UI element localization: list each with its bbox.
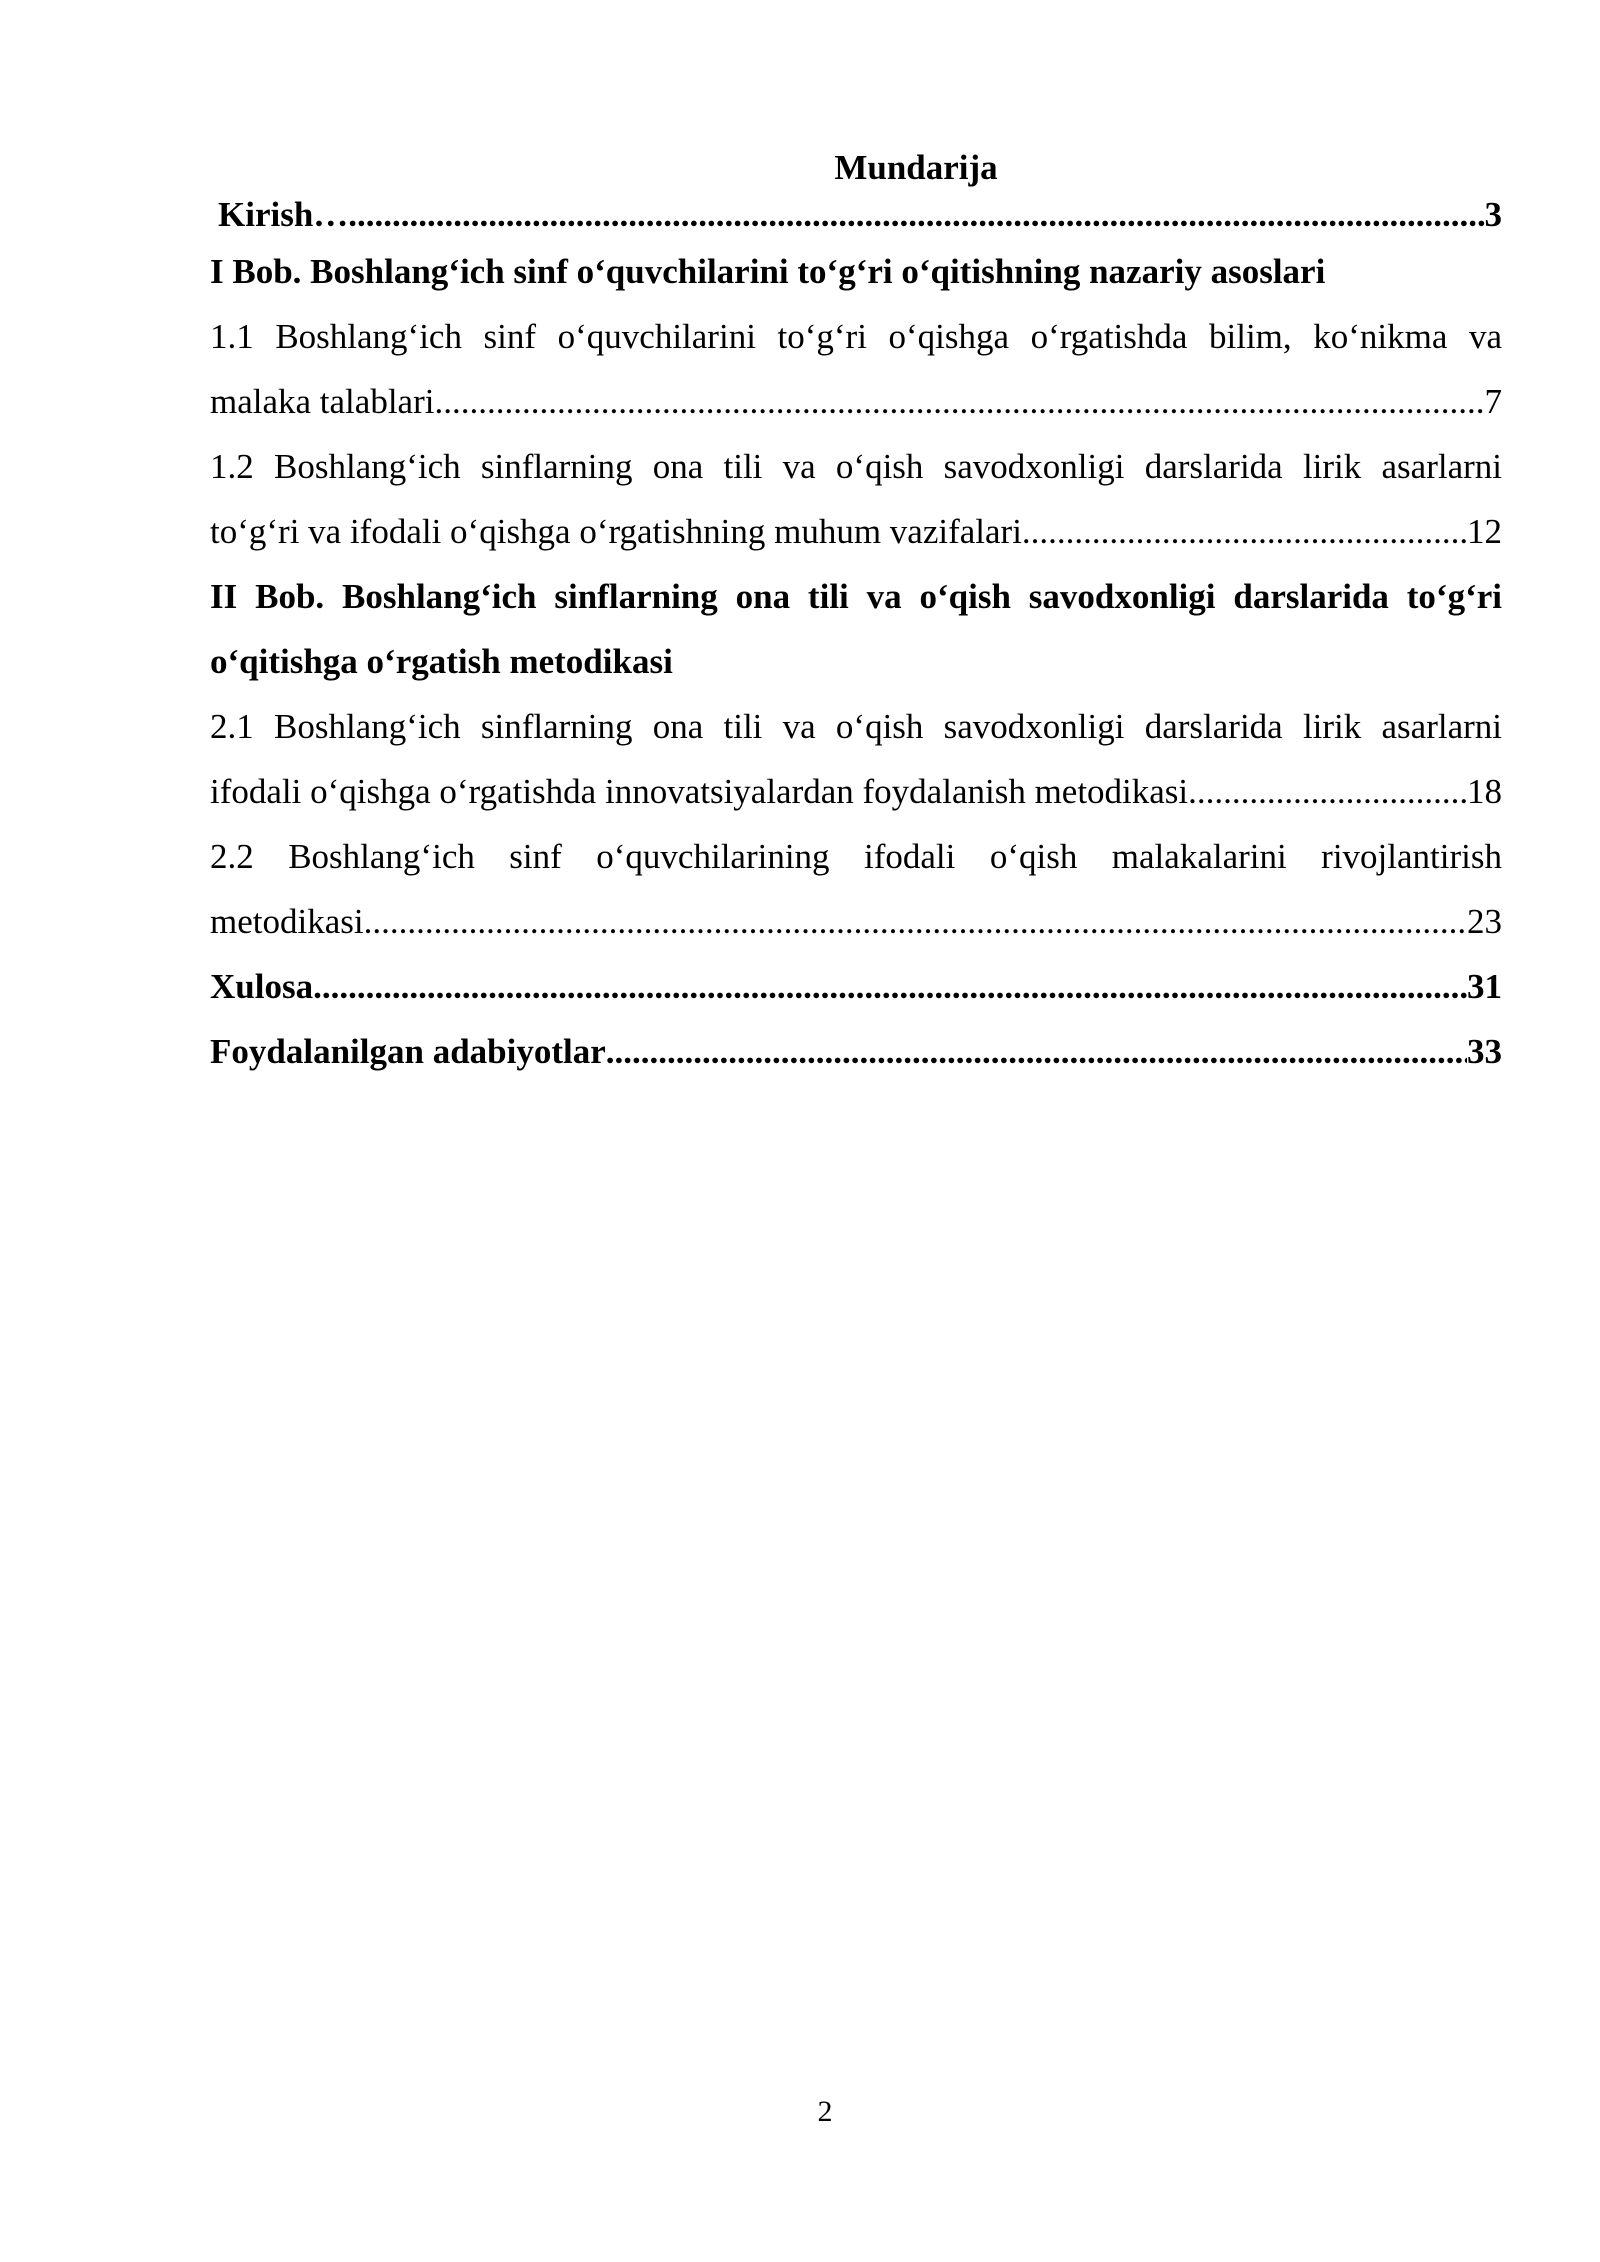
dot-leader [434, 369, 1484, 434]
toc-entry-text: Kirish… [218, 195, 349, 234]
toc-chapter-heading: I Bob. Boshlang‘ich sinf o‘quvchilarini to‘g‘ri o‘qitishning nazariy asoslari [210, 252, 1326, 291]
toc-entry-text: Foydalanilgan adabiyotlar [210, 1032, 606, 1071]
toc-entry-2-1 [210, 759, 1502, 824]
toc-entry-text: metodikasi [210, 902, 364, 941]
toc-entry-line: 1.1 Boshlang‘ich sinf o‘quvchilarini to‘g‘ri o‘qishga o‘rgatishda bilim, ko‘nikma va [210, 317, 1502, 356]
toc-entry-1-2 [210, 499, 1502, 564]
toc-entry-line: 2.1 Boshlang‘ich sinflarning ona tili va o‘qish savodxonligi darslarida lirik asarlarni [210, 707, 1502, 746]
dot-leader [1188, 759, 1467, 824]
toc-chapter-heading-cont: o‘qitishga o‘rgatish metodikasi [210, 642, 673, 681]
page-number: 2 [817, 2095, 833, 2128]
toc-page-number: 31 [1467, 967, 1502, 1006]
toc-entry-xulosa [210, 954, 1502, 1019]
toc-entry-1-1 [210, 369, 1502, 434]
toc-entry-2-2 [210, 889, 1502, 954]
dot-leader [364, 889, 1467, 954]
toc-page-number: 7 [1484, 382, 1502, 421]
toc-entry-text: to‘g‘ri va ifodali o‘qishga o‘rgatishning muhum vazifalari [210, 512, 1022, 551]
toc-entry-line: 1.2 Boshlang‘ich sinflarning ona tili va o‘qish savodxonligi darslarida lirik asarlarni [210, 447, 1502, 486]
dot-leader [313, 954, 1467, 1019]
toc-title: Mundarija [834, 148, 998, 187]
toc-page-number: 33 [1467, 1032, 1502, 1071]
dot-leader [606, 1019, 1467, 1084]
toc-entry-text: malaka talablari [210, 382, 435, 421]
toc-entry-text: Xulosa [210, 967, 314, 1006]
toc-entry-kirish [210, 191, 1502, 239]
table-of-contents [210, 145, 1502, 1084]
toc-chapter-heading: II Bob. Boshlang‘ich sinflarning ona tili va o‘qish savodxonligi darslarida to‘g‘ri [210, 577, 1502, 616]
toc-entry-adabiyotlar [210, 1019, 1502, 1084]
toc-entry-text: ifodali o‘qishga o‘rgatishda innovatsiyalardan foydalanish metodikasi [210, 772, 1189, 811]
dot-leader [1022, 499, 1467, 564]
toc-entry-line: 2.2 Boshlang‘ich sinf o‘quvchilarining ifodali o‘qish malakalarini rivojlantirish [210, 837, 1502, 876]
toc-page-number: 18 [1467, 772, 1502, 811]
dot-leader [348, 191, 1484, 239]
toc-page-number: 23 [1467, 902, 1502, 941]
toc-page-number: 3 [1484, 195, 1502, 234]
toc-page-number: 12 [1467, 512, 1502, 551]
